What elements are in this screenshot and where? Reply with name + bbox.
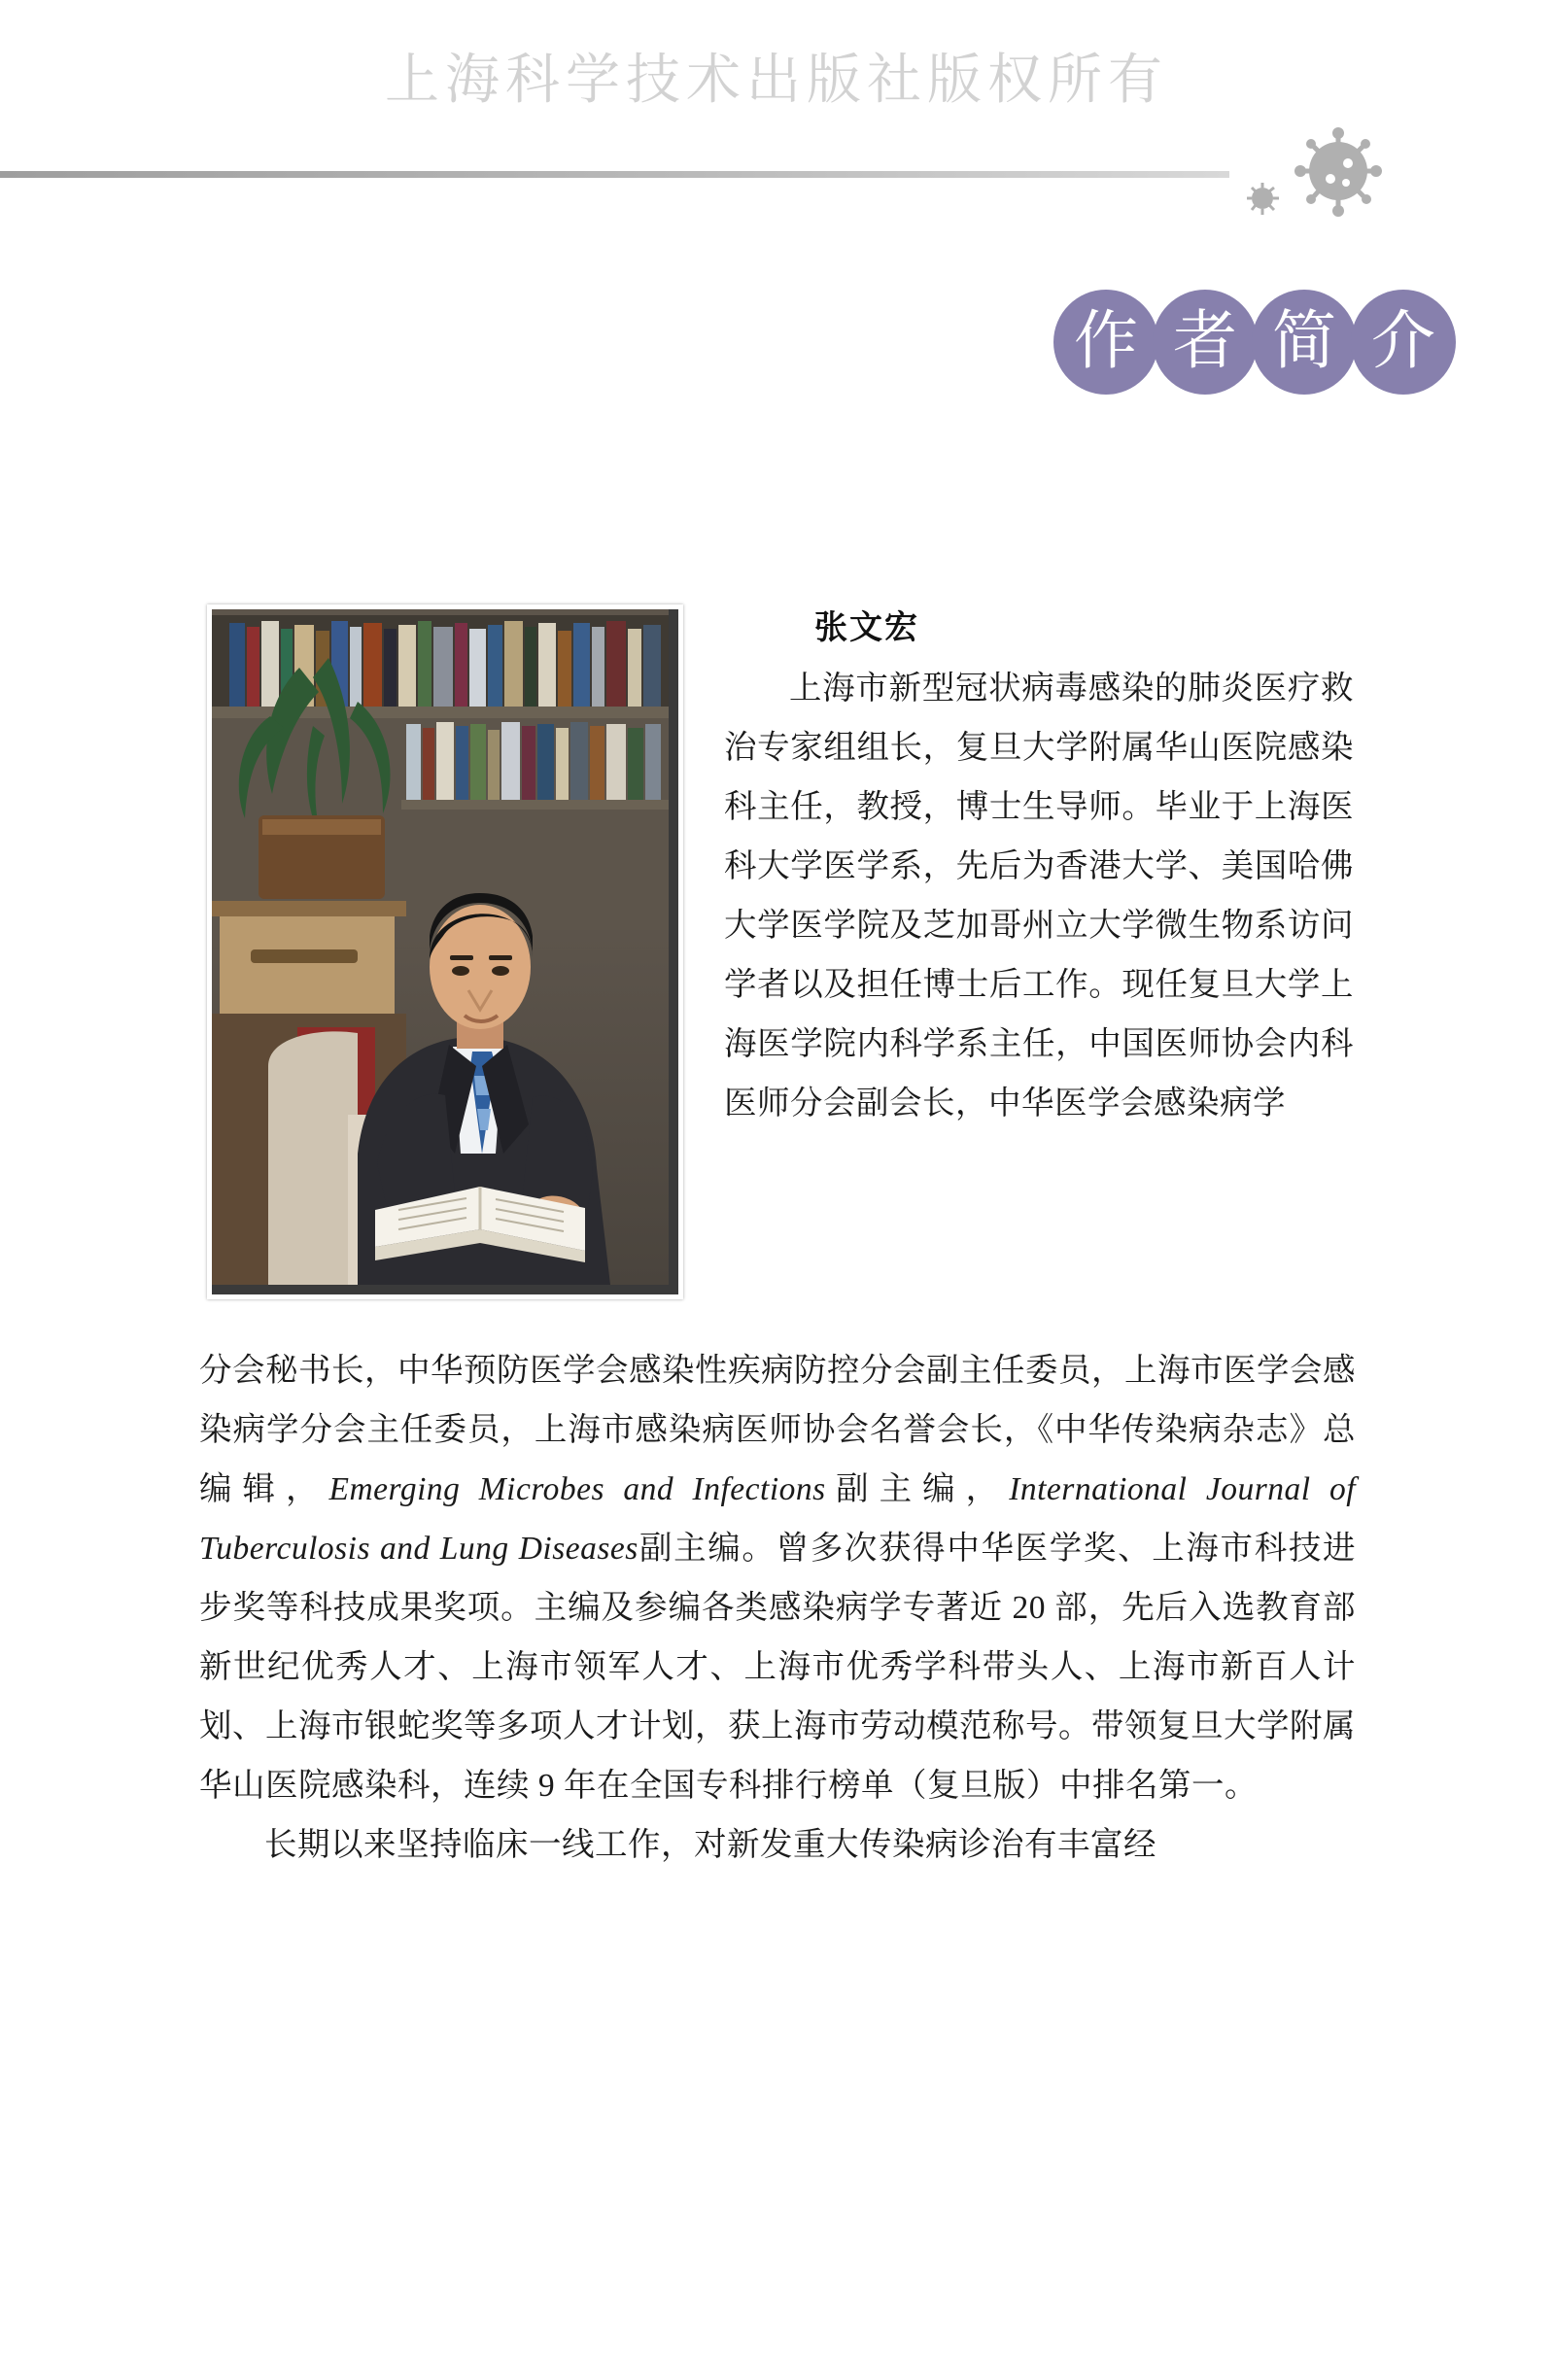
author-bio-full	[199, 1341, 1356, 1875]
journal-title-1: Emerging Microbes and Infections	[328, 1471, 826, 1507]
bio-column-text: 上海市新型冠状病毒感染的肺炎医疗救治专家组组长，复旦大学附属华山医院感染科主任，教授，博士生导师。毕业于上海医科大学医学系，先后为香港大学、美国哈佛大学医学院及芝加哥州立大学微生物系访问学者以及担任博士后工作。现任复旦大学上海医学院内科学系主任，中国医师协会内科医师分会副会长，中华医学会感染病学	[724, 671, 1354, 1121]
title-char: 作	[1053, 290, 1158, 395]
journal-title-2: International Journal of Tuberculosis and Lung Diseases	[199, 1471, 1357, 1567]
title-char: 介	[1351, 290, 1456, 395]
author-photo	[207, 604, 683, 1299]
bio-text-a: 分会秘书长，中华预防医学会感染性疾病防控分会副主任委员，上海市医学会感染病学分会主任委员，上海市感染病医师协会名誉会长，《中华传染病杂志》总编辑，	[199, 1353, 1356, 1507]
bio-paragraph-2: 长期以来坚持临床一线工作，对新发重大传染病诊治有丰富经	[264, 1827, 1156, 1863]
bio-text-c: 副主编。曾多次获得中华医学奖、上海市科技进步奖等科技成果奖项。主编及参编各类感染病学专著近 20 部，先后入选教育部新世纪优秀人才、上海市领军人才、上海市优秀学科带头人、上海市新百人计划、上海市银蛇奖等多项人才计划，获上海市劳动模范称号。带领复旦大学附属华山医院感染科，连续 9 年在全国专科排行榜单（复旦版）中排名第一。	[199, 1531, 1356, 1804]
publisher-watermark: 上海科学技术出版社版权所有	[385, 51, 1168, 111]
title-char: 者	[1153, 290, 1258, 395]
bio-paragraph-1	[199, 1341, 1356, 1815]
author-bio-column	[724, 659, 1354, 1133]
page-title	[0, 290, 1553, 395]
author-name: 张文宏	[814, 610, 919, 646]
coronavirus-icon	[1210, 124, 1404, 231]
header-divider	[0, 171, 1229, 178]
bio-text-b: 副主编，	[825, 1471, 1010, 1507]
title-char: 简	[1252, 290, 1357, 395]
